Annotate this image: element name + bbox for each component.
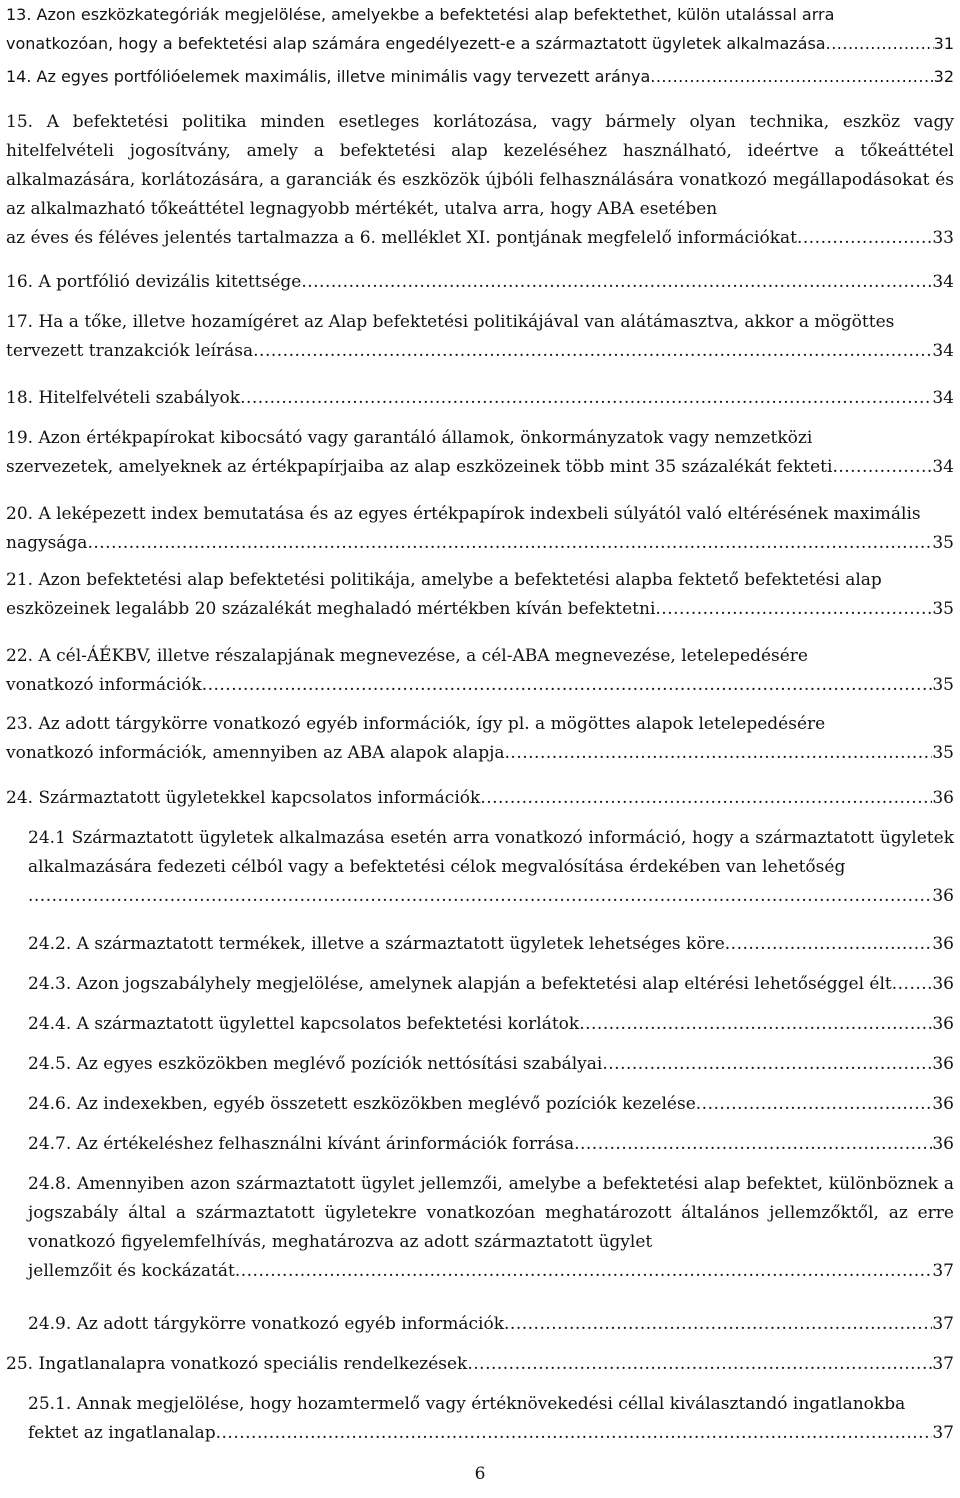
- toc-entry[interactable]: [6, 424, 954, 482]
- toc-entry-leader-line: [6, 739, 954, 768]
- toc-entry-leader-line: [28, 1257, 954, 1286]
- toc-entry-leader-line: [28, 930, 954, 959]
- dot-leader: [467, 1350, 932, 1379]
- toc-page-number: 32: [933, 67, 954, 86]
- dot-leader: [87, 529, 932, 558]
- toc-page-number: 35: [932, 743, 954, 763]
- toc-page-number: 34: [932, 388, 954, 408]
- toc-entry-title: nagysága: [6, 533, 88, 553]
- toc-page-number: 36: [932, 788, 954, 808]
- toc-entry-text: 24.8. Amennyiben azon származtatott ügylet jellemzői, amelybe a befektetési alap befektet, különböznek a jogszabály által a származtatott ügyletekre vonatkozóan meghatározott általános jellemzőktől, az erre vonatkozó figyelemfelhívás, meghatározva az adott származtatott ügylet: [28, 1174, 954, 1252]
- toc-entry-title: vonatkozó információk: [6, 675, 202, 695]
- toc-entry-title: vonatkozóan, hogy a befektetési alap számára engedélyezett-e a származtatott ügyletek alkalmazása: [6, 34, 826, 53]
- toc-entry[interactable]: [6, 384, 954, 413]
- toc-entry[interactable]: [6, 0, 954, 58]
- toc-entry-text: 13. Azon eszközkategóriák megjelölése, amelyekbe a befektetési alap befektethet, külön utalással arra: [6, 5, 835, 24]
- toc-page-number: 36: [932, 934, 954, 954]
- dot-leader: [797, 224, 932, 253]
- toc-entry-leader-line: [28, 1310, 954, 1339]
- toc-entry-text: 22. A cél-ÁÉKBV, illetve részalapjának megnevezése, a cél-ABA megnevezése, letelepedésére: [6, 646, 808, 666]
- toc-entry-title: 24.7. Az értékeléshez felhasználni kívánt árinformációk forrása: [28, 1134, 575, 1154]
- toc-page-number: 31: [933, 34, 954, 53]
- toc-entry[interactable]: [6, 1310, 954, 1339]
- toc-entry-title: az éves és féléves jelentés tartalmazza a 6. melléklet XI. pontjának megfelelő információkat: [6, 228, 797, 248]
- toc-entry[interactable]: [6, 1130, 954, 1159]
- toc-entry-leader-line: [28, 1010, 954, 1039]
- toc-entry-leader-line: [6, 384, 954, 413]
- toc-entry[interactable]: [6, 308, 954, 366]
- toc-entry-leader-line: [6, 1350, 954, 1379]
- toc-entry[interactable]: [6, 970, 954, 999]
- toc-entry-title: vonatkozó információk, amennyiben az ABA alapok alapja: [6, 743, 505, 763]
- toc-entry-title: 24.2. A származtatott termékek, illetve a származtatott ügyletek lehetséges köre: [28, 934, 725, 954]
- toc-entry[interactable]: [6, 1010, 954, 1039]
- toc-entry[interactable]: [6, 930, 954, 959]
- toc-entry[interactable]: [6, 500, 954, 558]
- toc-entry[interactable]: [6, 710, 954, 768]
- dot-leader: [216, 1419, 933, 1448]
- toc-entry-leader-line: [6, 671, 954, 700]
- toc-entry-text: 17. Ha a tőke, illetve hozamígéret az Alap befektetési politikájával van alátámasztva, akkor a mögöttes: [6, 312, 895, 332]
- toc-page-number: 34: [932, 272, 954, 292]
- toc-entry[interactable]: [6, 566, 954, 624]
- toc-page-number: 33: [932, 228, 954, 248]
- toc-entry-title: 16. A portfólió devizális kitettsége: [6, 272, 302, 292]
- toc-entry-leader-line: [6, 453, 954, 482]
- toc-entry[interactable]: [6, 268, 954, 297]
- toc-entry-text: 19. Azon értékpapírokat kibocsátó vagy garantáló államok, önkormányzatok vagy nemzetközi: [6, 428, 813, 448]
- toc-entry[interactable]: [6, 108, 954, 253]
- dot-leader: [650, 62, 933, 91]
- toc-page-number: 36: [932, 1054, 954, 1074]
- toc-entry-text: 15. A befektetési politika minden esetleges korlátozása, vagy bármely olyan technika, eszköz vagy hitelfelvételi jogosítvány, amely a befektetési alap kezeléséhez használható, ideértve a tőkeáttétel alkalmazására, korlátozására, a garanciák és eszközök újbóli felhasználására vonatkozó megállapodásokat és az alkalmazható tőkeáttétel legnagyobb mértékét, utalva arra, hogy ABA esetében: [6, 112, 954, 219]
- dot-leader: [832, 453, 932, 482]
- toc-page-number: 36: [932, 1014, 954, 1034]
- toc-entry-leader-line: [6, 224, 954, 253]
- dot-leader: [235, 1257, 933, 1286]
- toc-page-number: 36: [932, 886, 954, 906]
- toc-entry[interactable]: [6, 824, 954, 911]
- toc-entry-leader-line: [6, 62, 954, 91]
- dot-leader: [826, 29, 934, 58]
- dot-leader: [574, 1130, 932, 1159]
- toc-entry-leader-line: [28, 1050, 954, 1079]
- toc-entry-title: 18. Hitelfelvételi szabályok: [6, 388, 241, 408]
- toc-entry[interactable]: [6, 1090, 954, 1119]
- toc-page-number: 34: [932, 341, 954, 361]
- toc-entry-leader-line: [28, 1419, 954, 1448]
- toc-entry-leader-line: [28, 1130, 954, 1159]
- toc-entry-text: 23. Az adott tárgykörre vonatkozó egyéb információk, így pl. a mögöttes alapok letelepedésére: [6, 714, 826, 734]
- toc-entry-title: 24.4. A származtatott ügylettel kapcsolatos befektetési korlátok: [28, 1014, 580, 1034]
- toc-entry-leader-line: [6, 784, 954, 813]
- toc-entry[interactable]: [6, 1170, 954, 1286]
- toc-entry-title: eszközeinek legalább 20 százalékát meghaladó mértékben kíván befektetni: [6, 599, 656, 619]
- dot-leader: [505, 739, 933, 768]
- dot-leader: [579, 1010, 932, 1039]
- toc-entry[interactable]: [6, 642, 954, 700]
- toc-entry-text: 20. A leképezett index bemutatása és az egyes értékpapírok indexbeli súlyától való eltérésének maximális: [6, 504, 921, 524]
- toc-entry-text: 24.1 Származtatott ügyletek alkalmazása esetén arra vonatkozó információ, hogy a származtatott ügyletek alkalmazására fedezeti célból vagy a befektetési célok megvalósítása érdekében van lehetőség: [28, 828, 954, 877]
- toc-entry-leader-line: [28, 1090, 954, 1119]
- toc-entry[interactable]: [6, 1390, 954, 1448]
- dot-leader: [240, 384, 932, 413]
- toc-entry-leader-line: [6, 595, 954, 624]
- toc-entry-title: 14. Az egyes portfólióelemek maximális, illetve minimális vagy tervezett aránya: [6, 67, 651, 86]
- toc-entry-title: 24.5. Az egyes eszközökben meglévő pozíciók nettósítási szabályai: [28, 1054, 603, 1074]
- dot-leader: [202, 671, 933, 700]
- toc-entry-text: 21. Azon befektetési alap befektetési politikája, amelybe a befektetési alapba fektető befektetési alap: [6, 570, 882, 590]
- toc-page-number: 35: [932, 675, 954, 695]
- toc-entry-leader-line: [28, 882, 954, 911]
- toc-entry[interactable]: [6, 1050, 954, 1079]
- toc-page-number: 36: [932, 1094, 954, 1114]
- toc-entry-title: szervezetek, amelyeknek az értékpapírjaiba az alap eszközeinek több mint 35 százalékát fekteti: [6, 457, 833, 477]
- dot-leader: [28, 882, 932, 911]
- dot-leader: [480, 784, 932, 813]
- toc-page-number: 37: [932, 1314, 954, 1334]
- dot-leader: [301, 268, 932, 297]
- dot-leader: [725, 930, 933, 959]
- toc-entry-leader-line: [6, 337, 954, 366]
- toc-entry-title: 24.9. Az adott tárgykörre vonatkozó egyéb információk: [28, 1314, 505, 1334]
- toc-entry-title: 25. Ingatlanalapra vonatkozó speciális rendelkezések: [6, 1354, 468, 1374]
- toc-entry-leader-line: [6, 268, 954, 297]
- toc-entry[interactable]: [6, 784, 954, 813]
- toc-page-number: 36: [932, 1134, 954, 1154]
- toc-page-number: 37: [932, 1423, 954, 1443]
- toc-entry-leader-line: [6, 529, 954, 558]
- toc-entry-title: jellemzőit és kockázatát: [28, 1261, 235, 1281]
- toc-page-number: 35: [932, 533, 954, 553]
- toc-page-number: 37: [932, 1261, 954, 1281]
- toc-page-number: 36: [932, 974, 954, 994]
- toc-entry-title: 24. Származtatott ügyletekkel kapcsolatos információk: [6, 788, 481, 808]
- toc-entry-leader-line: [28, 970, 954, 999]
- dot-leader: [892, 970, 933, 999]
- toc-entry-title: 24.3. Azon jogszabályhely megjelölése, amelynek alapján a befektetési alap eltérési lehetőséggel élt: [28, 974, 892, 994]
- dot-leader: [655, 595, 932, 624]
- dot-leader: [602, 1050, 932, 1079]
- toc-page-number: 37: [932, 1354, 954, 1374]
- dot-leader: [696, 1090, 933, 1119]
- toc-entry[interactable]: [6, 1350, 954, 1379]
- toc-entry-leader-line: [6, 29, 954, 58]
- page-number: 6: [474, 1464, 486, 1484]
- toc-entry-title: tervezett tranzakciók leírása: [6, 341, 254, 361]
- toc-page-number: 34: [932, 457, 954, 477]
- toc-entry-text: 25.1. Annak megjelölése, hogy hozamtermelő vagy értéknövekedési céllal kiválasztandó ingatlanokba: [28, 1394, 906, 1414]
- dot-leader: [253, 337, 932, 366]
- toc-entry-title: fektet az ingatlanalap: [28, 1423, 216, 1443]
- dot-leader: [504, 1310, 932, 1339]
- toc-page-number: 35: [932, 599, 954, 619]
- toc-entry[interactable]: [6, 62, 954, 91]
- toc-entry-title: 24.6. Az indexekben, egyéb összetett eszközökben meglévő pozíciók kezelése: [28, 1094, 696, 1114]
